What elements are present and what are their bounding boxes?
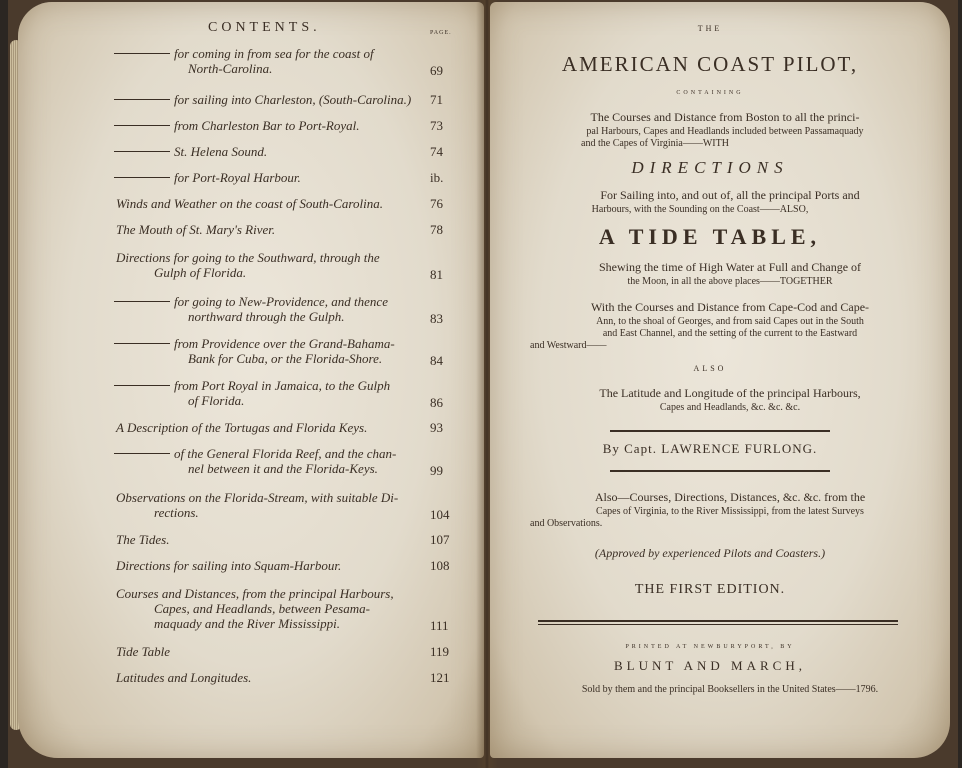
contents-entry-text: Winds and Weather on the coast of South-Carolina. [116,196,383,211]
book-title: AMERICAN COAST PILOT, [561,52,859,76]
also-courses-line-2: Capes of Virginia, to the River Mississippi, from the latest Surveys [596,506,864,517]
approved-line: (Approved by experienced Pilots and Coasters.) [594,546,826,560]
ditto-dash [114,177,170,178]
ditto-dash [114,301,170,302]
contents-page-number: 69 [430,63,443,78]
ditto-dash [114,99,170,100]
contents-entry-text: Capes, and Headlands, between Pesama- [154,601,370,616]
contents-page-number: 84 [430,353,443,368]
contents-page [18,2,484,758]
contents-page-number: 108 [430,558,450,573]
contents-entry-text: Courses and Distances, from the principal Harbours, [116,586,394,601]
contents-page-number: 121 [430,670,450,685]
ditto-dash [114,385,170,386]
capecod-line-3: and East Channel, and the setting of the current to the Eastward [602,328,858,339]
author-line: By Capt. LAWRENCE FURLONG. [602,441,818,456]
ditto-dash [114,151,170,152]
contents-entry-text: Gulph of Florida. [154,265,247,280]
contents-page-number: 119 [430,644,450,659]
contents-entry-text: Directions for sailing into Squam-Harbour. [116,558,342,573]
contents-entry-text: Observations on the Florida-Stream, with suitable Di- [116,490,399,505]
contents-page-number: 111 [430,618,449,633]
ditto-dash [114,343,170,344]
contents-entry-text: The Mouth of St. Mary's River. [116,222,276,237]
contents-page-number: 76 [430,196,443,211]
contents-entry-text: of the General Florida Reef, and the chan- [174,446,397,461]
also-courses-line-3: and Observations. [530,518,603,529]
courses-line-3: and the Capes of Virginia——WITH [581,138,729,149]
contents-entry [114,294,494,334]
contents-entry-text: from Charleston Bar to Port-Royal. [174,118,360,133]
contents-entry [114,446,494,486]
ditto-dash [114,125,170,126]
edition-line: THE FIRST EDITION. [634,582,786,597]
shewing-line-2: the Moon, in all the above places——TOGETHER [627,276,833,287]
contents-entry-text: for coming in from sea for the coast of [174,46,374,61]
latitude-line-1: The Latitude and Longitude of the principal Harbours, [599,386,861,400]
directions-heading: DIRECTIONS [631,158,789,177]
contents-page-number: 93 [430,420,443,435]
also-label: ALSO [693,364,727,373]
printers-line: BLUNT AND MARCH, [614,658,806,673]
contents-entry [114,250,494,290]
contents-page-number: 74 [430,144,443,159]
contents-page-number: 99 [430,463,443,478]
page-column-label: PAGE. [430,30,452,36]
sailing-line-1: For Sailing into, and out of, all the principal Ports and [600,188,860,202]
ditto-dash [114,53,170,54]
contents-entry-text: of Florida. [188,393,245,408]
contents-entry-text: northward through the Gulph. [188,309,345,324]
contents-entry [114,46,494,86]
courses-line-1: The Courses and Distance from Boston to all the princi- [590,110,860,124]
contents-entry-text: North-Carolina. [188,61,273,76]
contents-page-number: 78 [430,222,443,237]
tide-table-heading: A TIDE TABLE, [598,224,822,249]
title-page [490,2,950,758]
latitude-line-2: Capes and Headlands, &c. &c. &c. [659,402,801,413]
contents-entry [114,378,494,418]
contents-entry-text: rections. [154,505,199,520]
title-the: THE [697,24,723,33]
contents-entry [114,670,494,710]
capecod-line-4: and Westward—— [530,340,607,351]
contents-entry-text: for sailing into Charleston, (South-Carolina.) [174,92,412,107]
courses-line-2: pal Harbours, Capes and Headlands included between Passamaquady [586,126,864,137]
contents-page-number: 73 [430,118,443,133]
sailing-line-2: Harbours, with the Sounding on the Coast——ALSO, [591,204,809,215]
printed-at-line: PRINTED AT NEWBURYPORT, BY [625,644,795,650]
rule-below-author [610,470,830,472]
contents-page-number: ib. [430,170,444,185]
rule-double-bottom [538,624,898,625]
ditto-dash [114,453,170,454]
contents-entry-text: for going to New-Providence, and thence [174,294,388,309]
contents-heading: CONTENTS. [208,20,321,35]
rule-above-author [610,430,830,432]
containing-label: CONTAINING [676,90,744,96]
open-book [8,0,958,768]
contents-entry-text: Tide Table [116,644,171,659]
contents-entry-text: Latitudes and Longitudes. [116,670,252,685]
contents-entry-text: Directions for going to the Southward, through the [116,250,380,265]
contents-entry-text: nel between it and the Florida-Keys. [188,461,378,476]
rule-double-top [538,620,898,622]
contents-entry-text: St. Helena Sound. [174,144,268,159]
contents-entry-text: A Description of the Tortugas and Florida Keys. [116,420,368,435]
contents-entry-text: maquady and the River Mississippi. [154,616,340,631]
contents-entry-text: Bank for Cuba, or the Florida-Shore. [188,351,383,366]
contents-page-number: 81 [430,267,443,282]
contents-page-number: 107 [430,532,450,547]
capecod-line-1: With the Courses and Distance from Cape-Cod and Cape- [590,300,870,314]
contents-page-number: 83 [430,311,443,326]
contents-entry-text: for Port-Royal Harbour. [174,170,301,185]
sold-by-line: Sold by them and the principal Booksellers in the United States——1796. [581,684,879,695]
contents-entry-text: from Providence over the Grand-Bahama- [174,336,395,351]
contents-entry-text: The Tides. [116,532,170,547]
contents-entry [114,586,494,633]
contents-page-number: 86 [430,395,443,410]
contents-entry [114,336,494,376]
shewing-line-1: Shewing the time of High Water at Full and Change of [598,260,862,274]
capecod-line-2: Ann, to the shoal of Georges, and from said Capes out in the South [596,316,864,327]
contents-entry [114,490,494,530]
contents-page-number: 71 [430,92,443,107]
also-courses-line-1: Also—Courses, Directions, Distances, &c. &c. from the [594,490,866,504]
contents-entry-text: from Port Royal in Jamaica, to the Gulph [174,378,391,393]
contents-page-number: 104 [430,507,450,522]
